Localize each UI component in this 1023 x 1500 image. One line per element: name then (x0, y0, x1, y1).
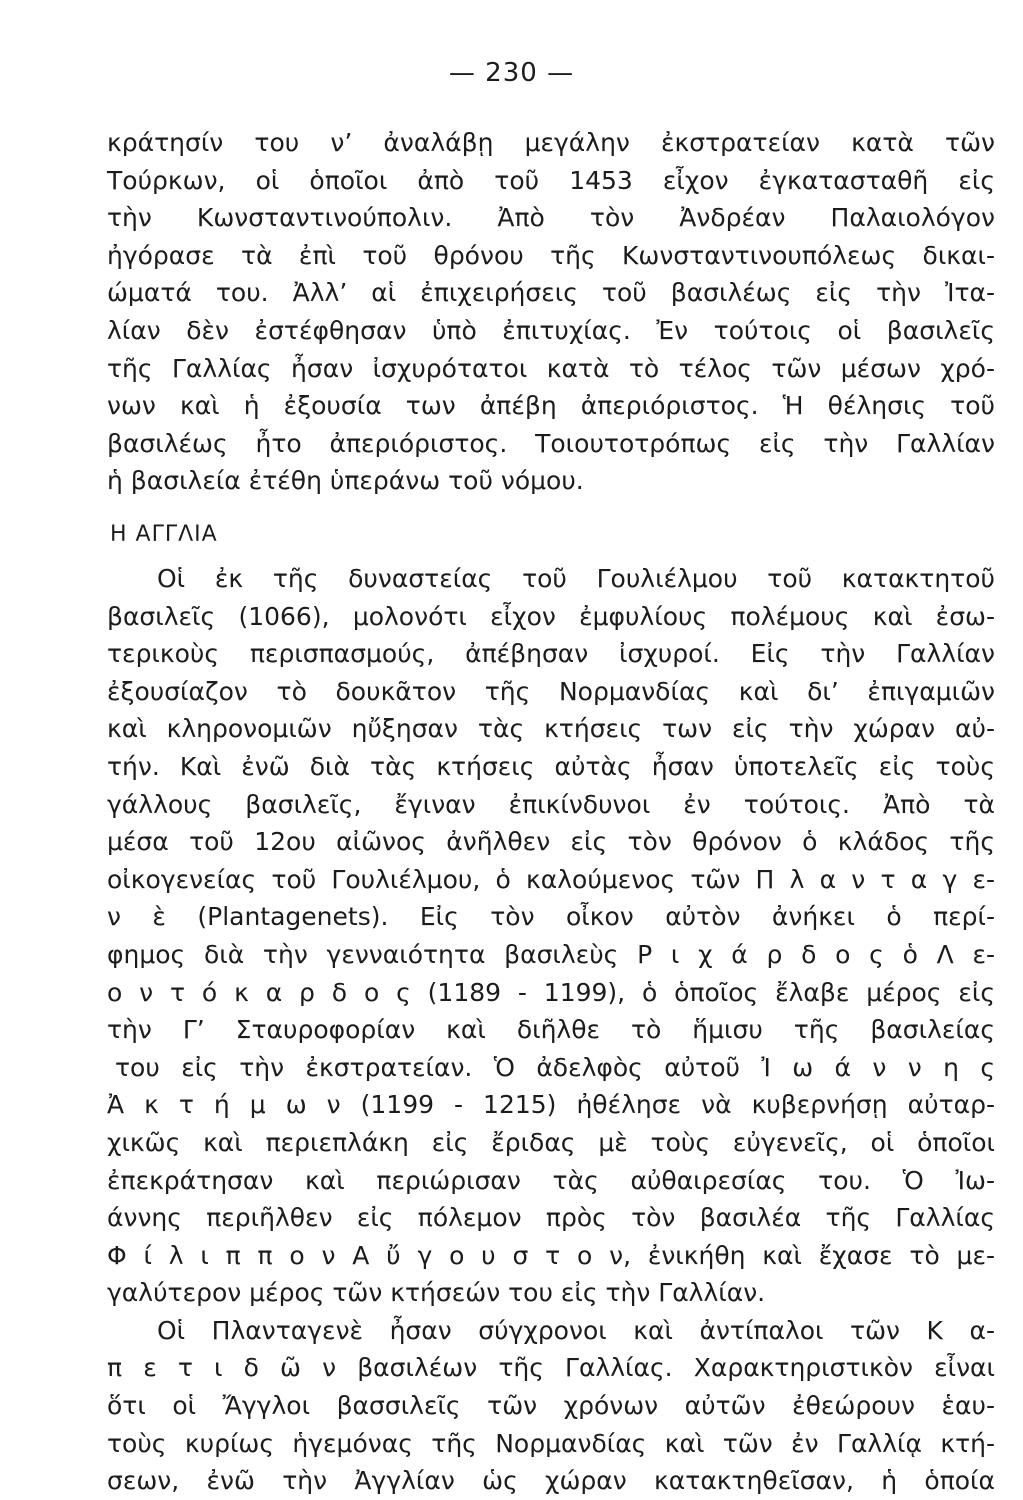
paragraph-france-end (107, 124, 995, 500)
text-line: τῆς Γαλλίας ἦσαν ἰσχυρότατοι κατὰ τὸ τέλος τῶν μέσων χρό- (107, 353, 995, 383)
text-line: τὴν Κωνσταντινούπολιν. Ἀπὸ τὸν Ἀνδρέαν Παλαιολόγον (107, 203, 995, 233)
text-line: βασιλεῖς (1066), μολονότι εἶχον ἐμφυλίους πολέμους καὶ ἐσω- (107, 601, 995, 631)
text-line: μέσα τοῦ 12ου αἰῶνος ἀνῆλθεν εἰς τὸν θρόνον ὁ κλάδος τῆς (107, 827, 995, 857)
text-line: ἐξουσίαζον τὸ δουκᾶτον τῆς Νορμανδίας καὶ δι’ ἐπιγαμιῶν (107, 676, 995, 706)
text-line: γάλλους βασιλεῖς, ἔγιναν ἐπικίνδυνοι ἐν τούτοις. Ἀπὸ τὰ (107, 789, 995, 819)
text-line: π ε τ ι δ ῶ ν βασιλέων τῆς Γαλλίας. Χαρακτηριστικὸν εἶναι (107, 1353, 995, 1383)
text-line: τήν. Καὶ ἐνῶ διὰ τὰς κτήσεις αὐτὰς ἦσαν ὑποτελεῖς εἰς τοὺς (107, 751, 995, 781)
text-line: τερικοὺς περισπασμούς, ἀπέβησαν ἰσχυροί. Εἰς τὴν Γαλλίαν (107, 639, 995, 669)
text-line: ἡ βασιλεία ἐτέθη ὑπεράνω τοῦ νόμου. (107, 466, 584, 496)
text-line: Οἱ ἐκ τῆς δυναστείας τοῦ Γουλιέλμου τοῦ κατακτητοῦ (157, 564, 995, 593)
text-line: του εἰς τὴν ἐκστρατείαν. Ὁ ἀδελφὸς αὐτοῦ Ἰ ω ά ν ν η ς (115, 1052, 995, 1082)
text-line: τοὺς κυρίως ἡγεμόνας τῆς Νορμανδίας καὶ τῶν ἐν Γαλλίᾳ κτή- (107, 1428, 995, 1458)
text-line: Τούρκων, οἱ ὁποῖοι ἀπὸ τοῦ 1453 εἶχον ἐγκατασταθῆ εἰς (107, 165, 995, 195)
text-line: ο ν τ ό κ α ρ δ ο ς (1189 - 1199), ὁ ὁποῖος ἔλαβε μέρος εἰς (107, 977, 995, 1007)
page-number: — 230 — (448, 58, 575, 88)
text-line: Οἱ Πλανταγενὲ ἦσαν σύγχρονοι καὶ ἀντίπαλοι τῶν Κ α- (157, 1315, 995, 1345)
text-line: ώματά του. Ἀλλ’ αἱ ἐπιχειρήσεις τοῦ βασιλέως εἰς τὴν Ἰτα- (107, 278, 995, 308)
text-line: βασιλέως ἦτο ἀπεριόριστος. Τοιουτοτρόπως εἰς τὴν Γαλλίαν (107, 428, 995, 458)
text-line: νων καὶ ἡ ἐξουσία των ἀπέβη ἀπεριόριστος. Ἡ θέλησις τοῦ (107, 391, 995, 421)
section-heading: Η ΑΓΓΛΙΑ (110, 522, 218, 547)
text-line: άννης περιῆλθεν εἰς πόλεμον πρὸς τὸν βασιλέα τῆς Γαλλίας (107, 1203, 995, 1233)
text-line: σεων, ἐνῶ τὴν Ἀγγλίαν ὡς χώραν κατακτηθεῖσαν, ἡ ὁποία (107, 1466, 995, 1496)
text-line: Φ ί λ ι π π ο ν Α ὔ γ ο υ σ τ ο ν, ἐνικήθη καὶ ἔχασε τὸ με- (107, 1240, 995, 1270)
text-line: οἰκογενείας τοῦ Γουλιέλμου, ὁ καλούμενος τῶν Π λ α ν τ α γ ε- (107, 864, 995, 894)
text-line: χικῶς καὶ περιεπλάκη εἰς ἔριδας μὲ τοὺς εὐγενεῖς, οἱ ὁποῖοι (107, 1127, 995, 1157)
text-line: τὴν Γ’ Σταυροφορίαν καὶ διῆλθε τὸ ἥμισυ τῆς βασιλείας (107, 1015, 995, 1045)
text-line: ἐπεκράτησαν καὶ περιώρισαν τὰς αὐθαιρεσίας του. Ὁ Ἰω- (107, 1165, 995, 1195)
text-line: ὅτι οἱ Ἄγγλοι βασσιλεῖς τῶν χρόνων αὐτῶν ἐθεώρουν ἑαυ- (107, 1391, 995, 1421)
text-line: ν ὲ (Plantagenets). Εἰς τὸν οἶκον αὐτὸν ἀνήκει ὁ περί- (107, 902, 995, 932)
paragraph-england (107, 560, 995, 1500)
text-line: ἠγόρασε τὰ ἐπὶ τοῦ θρόνου τῆς Κωνσταντινουπόλεως δικαι- (107, 240, 995, 270)
text-line: γαλύτερον μέρος τῶν κτήσεών του εἰς τὴν Γαλλίαν. (107, 1278, 766, 1308)
text-line: κράτησίν του ν’ ἀναλάβῃ μεγάλην ἐκστρατείαν κατὰ τῶν (107, 128, 995, 157)
text-line: λίαν δὲν ἐστέφθησαν ὑπὸ ἐπιτυχίας. Ἐν τούτοις οἱ βασιλεῖς (107, 315, 995, 345)
text-line: καὶ κληρονομιῶν ηὔξησαν τὰς κτήσεις των εἰς τὴν χώραν αὐ- (107, 714, 995, 744)
text-line: φημος διὰ τὴν γενναιότητα βασιλεὺς Ρ ι χ ά ρ δ ο ς ὁ Λ ε- (107, 939, 995, 969)
text-line: Ἀ κ τ ή μ ω ν (1199 - 1215) ἠθέλησε νὰ κυβερνήσῃ αὐταρ- (107, 1090, 995, 1120)
